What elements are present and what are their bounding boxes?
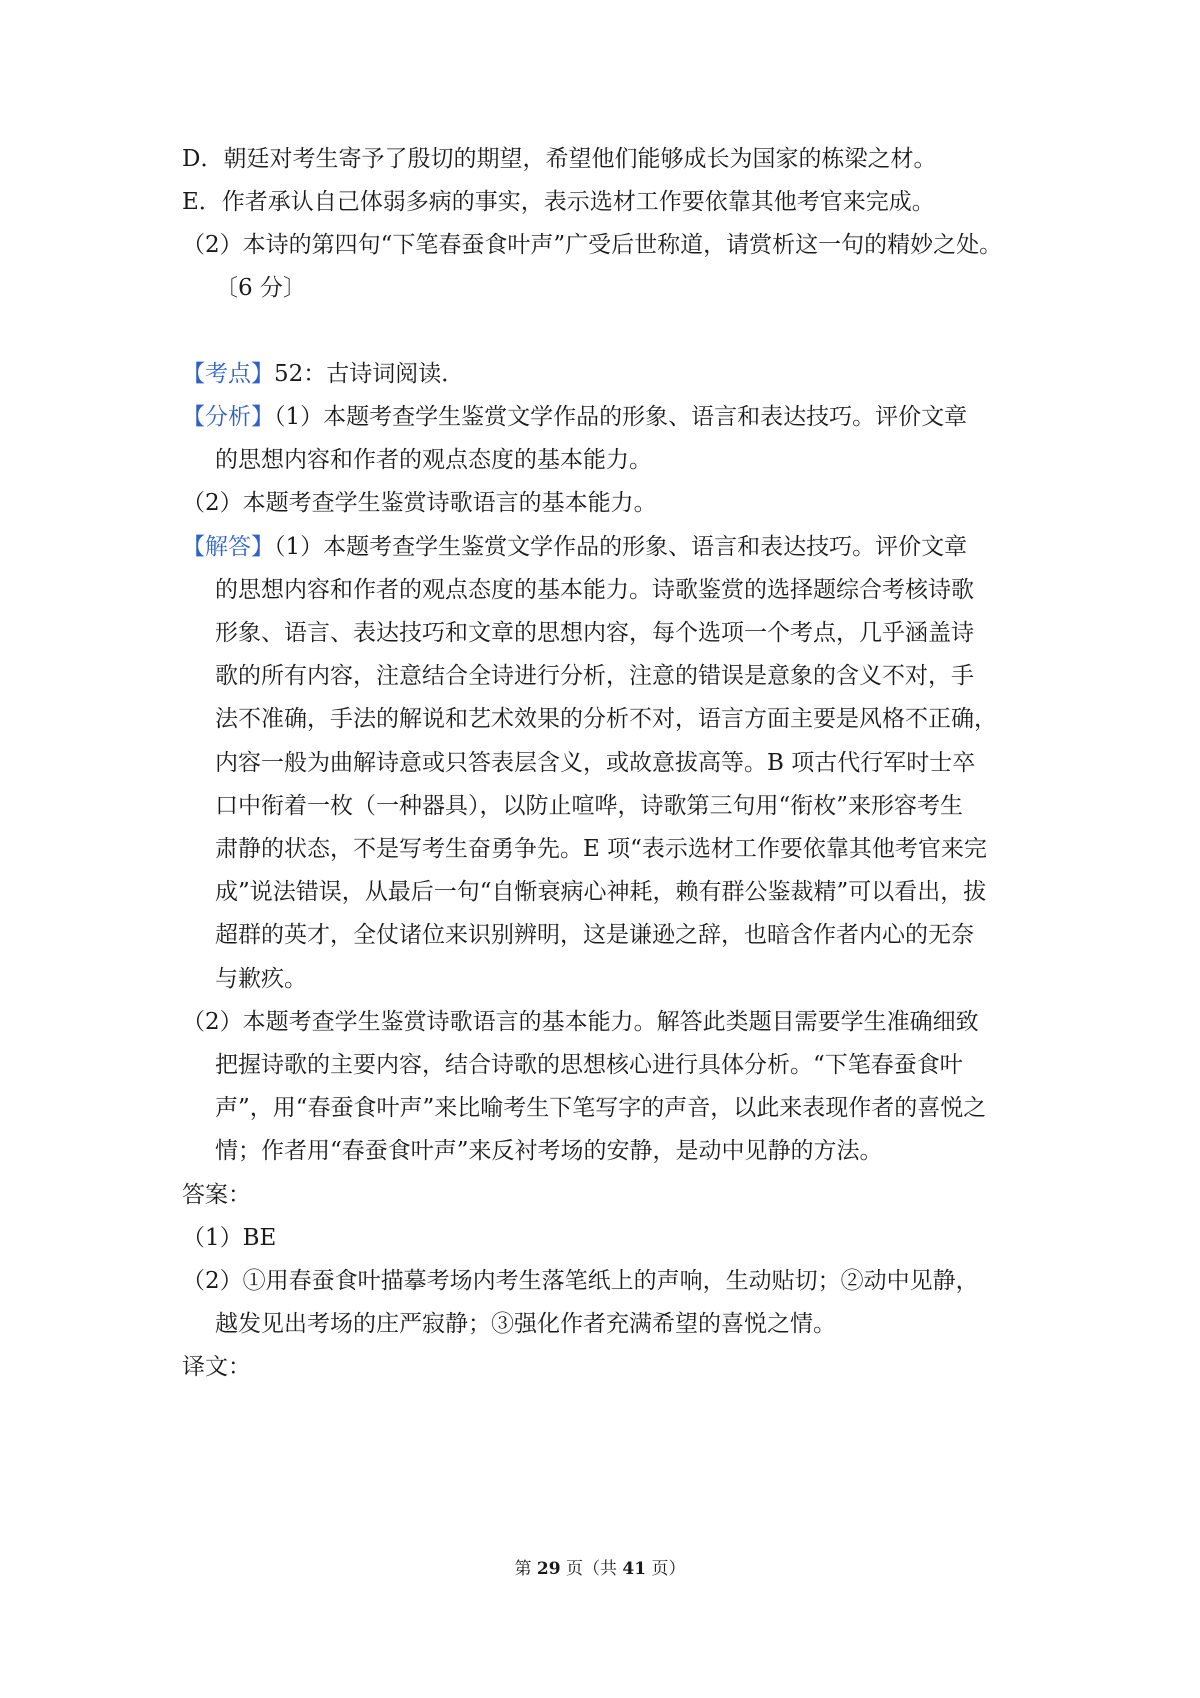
footer-suffix: 页） — [646, 1559, 686, 1579]
jieda-tag: 【解答】 — [182, 534, 274, 560]
footer-prefix: 第 — [514, 1559, 537, 1579]
jieda-line: 法不准确，手法的解说和艺术效果的分析不对，语言方面主要是风格不正确， — [215, 706, 997, 732]
jieda-line-1 — [182, 532, 967, 562]
question-2: （2）本诗的第四句“下笔春蚕食叶声”广受后世称道，请赏析这一句的精妙之处。 — [182, 232, 1003, 258]
jieda-line: 肃静的状态，不是写考生奋勇争先。E 项“表示选材工作要依靠其他考官来完 — [215, 836, 987, 862]
question-2-score: 〔6 分〕 — [215, 275, 306, 301]
answer-2-line-2: 越发见出考场的庄严寂静；③强化作者充满希望的喜悦之情。 — [215, 1311, 836, 1337]
jieda-line: 口中衔着一枚（一种器具），以防止喧哗，诗歌第三句用“衔枚”来形容考生 — [215, 793, 964, 819]
kaodian-tag: 【考点】 — [182, 361, 274, 387]
answer-1: （1）BE — [182, 1225, 277, 1251]
fenxi-line-1 — [182, 402, 967, 432]
kaodian-line — [182, 359, 464, 389]
option-d: D．朝廷对考生寄予了殷切的期望，希望他们能够成长为国家的栋梁之材。 — [182, 146, 937, 172]
jieda-line: 歌的所有内容，注意结合全诗进行分析，注意的错误是意象的含义不对，手 — [215, 663, 974, 689]
jieda-p2-line: 把握诗歌的主要内容，结合诗歌的思想核心进行具体分析。“下笔春蚕食叶 — [215, 1052, 963, 1078]
option-e: E．作者承认自己体弱多病的事实，表示选材工作要依靠其他考官来完成。 — [182, 189, 935, 215]
answer-2-line-1: （2）①用春蚕食叶描摹考场内考生落笔纸上的声响，生动贴切；②动中见静， — [182, 1268, 979, 1294]
footer-page-number: 29 — [536, 1559, 561, 1579]
jieda-line: 与歉疚。 — [215, 966, 307, 992]
translation-label: 译文： — [182, 1354, 251, 1380]
fenxi-tag: 【分析】 — [182, 404, 274, 430]
jieda-line: 成”说法错误，从最后一句“自惭衰病心神耗，赖有群公鉴裁精”可以看出，拔 — [215, 879, 987, 905]
jieda-line: 形象、语言、表达技巧和文章的思想内容，每个选项一个考点，几乎涵盖诗 — [215, 620, 974, 646]
kaodian-text: 52：古诗词阅读． — [274, 361, 465, 387]
jieda-text: （1）本题考查学生鉴赏文学作品的形象、语言和表达技巧。评价文章 — [274, 534, 968, 560]
jieda-p2-line: 情；作者用“春蚕食叶声”来反衬考场的安静，是动中见静的方法。 — [215, 1138, 883, 1164]
answer-label: 答案： — [182, 1182, 251, 1208]
jieda-line: 超群的英才，全仗诸位来识别辨明，这是谦逊之辞，也暗含作者内心的无奈 — [215, 922, 974, 948]
footer-mid: 页（共 — [560, 1559, 623, 1579]
fenxi-line-3: （2）本题考查学生鉴赏诗歌语言的基本能力。 — [182, 490, 657, 516]
fenxi-line-2: 的思想内容和作者的观点态度的基本能力。 — [215, 447, 652, 473]
page-footer — [0, 1558, 1200, 1580]
jieda-p2-line: （2）本题考查学生鉴赏诗歌语言的基本能力。解答此类题目需要学生准确细致 — [182, 1009, 979, 1035]
footer-total-pages: 41 — [622, 1559, 647, 1579]
jieda-p2-line: 声”，用“春蚕食叶声”来比喻考生下笔写字的声音，以此来表现作者的喜悦之 — [215, 1095, 987, 1121]
fenxi-text: （1）本题考查学生鉴赏文学作品的形象、语言和表达技巧。评价文章 — [274, 404, 968, 430]
jieda-line: 内容一般为曲解诗意或只答表层含义，或故意拔高等。B 项古代行军时士卒 — [215, 750, 976, 776]
jieda-line: 的思想内容和作者的观点态度的基本能力。诗歌鉴赏的选择题综合考核诗歌 — [215, 577, 974, 603]
